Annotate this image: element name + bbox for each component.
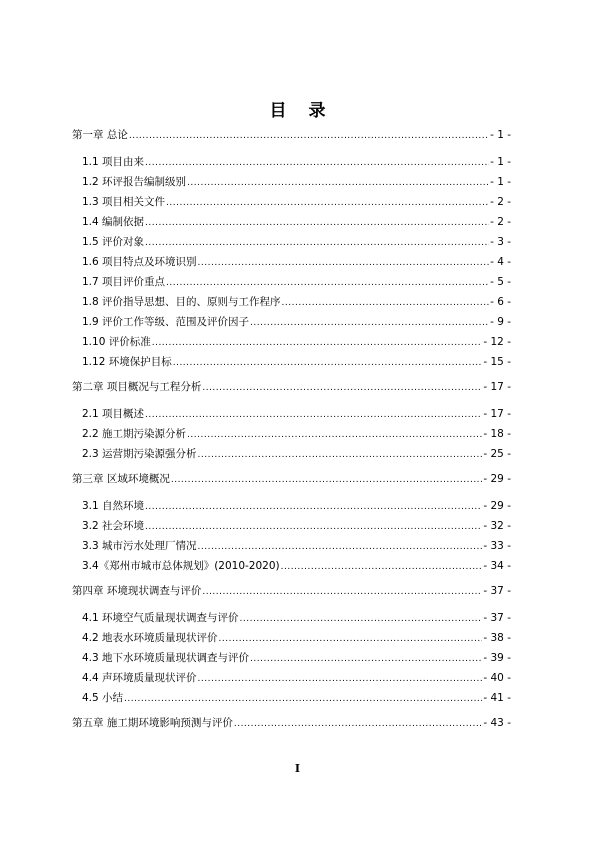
- toc-entry-page: - 37 -: [483, 612, 511, 624]
- toc-entry-label: 1.1 项目由来: [82, 156, 145, 168]
- toc-dot-leader: [145, 156, 489, 170]
- toc-section-entry[interactable]: [82, 631, 511, 646]
- toc-dot-leader: [129, 129, 489, 143]
- toc-entry-label: 1.3 项目相关文件: [82, 196, 166, 208]
- toc-section-entry[interactable]: [82, 195, 511, 210]
- toc-chapter-entry[interactable]: [72, 716, 511, 731]
- toc-chapter-entry[interactable]: [72, 584, 511, 599]
- toc-entry-label: 2.1 项目概述: [82, 408, 145, 420]
- toc-entry-page: - 29 -: [483, 500, 511, 512]
- toc-entry-label: 2.3 运营期污染源强分析: [82, 448, 197, 460]
- toc-entry-page: - 6 -: [490, 296, 511, 308]
- toc-entry-page: - 34 -: [483, 560, 511, 572]
- toc-entry-label: 3.3 城市污水处理厂情况: [82, 540, 197, 552]
- toc-section-entry[interactable]: [82, 499, 511, 514]
- toc-entry-label: 第五章 施工期环境影响预测与评价: [72, 717, 233, 729]
- toc-entry-page: - 1 -: [490, 156, 511, 168]
- toc-entry-page: - 43 -: [483, 717, 511, 729]
- toc-entry-label: 第一章 总论: [72, 129, 128, 141]
- toc-section-entry[interactable]: [82, 539, 511, 554]
- toc-dot-leader: [250, 316, 489, 330]
- toc-dot-leader: [166, 276, 489, 290]
- toc-section-entry[interactable]: [82, 691, 511, 706]
- toc-entry-page: - 3 -: [490, 236, 511, 248]
- toc-dot-leader: [166, 196, 489, 210]
- toc-section-entry[interactable]: [82, 235, 511, 250]
- toc-entry-label: 4.3 地下水环境质量现状调查与评价: [82, 652, 250, 664]
- toc-dot-leader: [202, 585, 482, 599]
- toc-section-entry[interactable]: [82, 519, 511, 534]
- toc-section-entry[interactable]: [82, 175, 511, 190]
- toc-entry-label: 2.2 施工期污染源分析: [82, 428, 187, 440]
- toc-dot-leader: [202, 381, 482, 395]
- toc-entry-label: 1.5 评价对象: [82, 236, 145, 248]
- toc-section-entry[interactable]: [82, 255, 511, 270]
- toc-entry-label: 3.4《郑州市城市总体规划》(2010-2020): [82, 560, 280, 572]
- toc-entry-label: 1.8 评价指导思想、目的、原则与工作程序: [82, 296, 281, 308]
- toc-dot-leader: [145, 520, 482, 534]
- toc-chapter-entry[interactable]: [72, 472, 511, 487]
- toc-entry-label: 1.9 评价工作等级、范围及评价因子: [82, 316, 250, 328]
- toc-section-entry[interactable]: [82, 447, 511, 462]
- toc-entry-page: - 1 -: [490, 176, 511, 188]
- toc-dot-leader: [219, 632, 483, 646]
- toc-entry-page: - 25 -: [483, 448, 511, 460]
- toc-dot-leader: [198, 540, 483, 554]
- toc-entry-label: 1.7 项目评价重点: [82, 276, 166, 288]
- toc-section-entry[interactable]: [82, 295, 511, 310]
- toc-entry-page: - 29 -: [483, 473, 511, 485]
- toc-entry-label: 1.10 评价标准: [82, 336, 151, 348]
- toc-dot-leader: [145, 236, 489, 250]
- toc-section-entry[interactable]: [82, 275, 511, 290]
- page-title: [0, 96, 595, 121]
- toc-entry-page: - 17 -: [483, 381, 511, 393]
- toc-dot-leader: [145, 408, 482, 422]
- toc-entry-page: - 5 -: [490, 276, 511, 288]
- toc-entry-page: - 2 -: [490, 196, 511, 208]
- toc-entry-page: - 2 -: [490, 216, 511, 228]
- toc-entry-page: - 33 -: [483, 540, 511, 552]
- toc-entry-page: - 32 -: [483, 520, 511, 532]
- toc-entry-page: - 9 -: [490, 316, 511, 328]
- toc-entry-label: 4.2 地表水环境质量现状评价: [82, 632, 218, 644]
- title-char-2: 录: [308, 101, 326, 121]
- toc-section-entry[interactable]: [82, 611, 511, 626]
- toc-section-entry[interactable]: [82, 407, 511, 422]
- toc-entry-label: 4.1 环境空气质量现状调查与评价: [82, 612, 239, 624]
- toc-dot-leader: [145, 500, 482, 514]
- page-number: I: [294, 762, 301, 775]
- toc-entry-label: 第四章 环境现状调查与评价: [72, 585, 202, 597]
- toc-chapter-entry[interactable]: [72, 128, 511, 143]
- toc-entry-label: 第三章 区域环境概况: [72, 473, 170, 485]
- toc-dot-leader: [173, 356, 483, 370]
- toc-entry-page: - 1 -: [490, 129, 511, 141]
- toc-dot-leader: [171, 473, 483, 487]
- toc-entry-label: 第二章 项目概况与工程分析: [72, 381, 202, 393]
- toc-entry-page: - 40 -: [483, 672, 511, 684]
- toc-section-entry[interactable]: [82, 155, 511, 170]
- toc-entry-label: 1.12 环境保护目标: [82, 356, 172, 368]
- toc-dot-leader: [187, 176, 489, 190]
- toc-dot-leader: [240, 612, 483, 626]
- toc-dot-leader: [187, 428, 482, 442]
- toc-section-entry[interactable]: [82, 671, 511, 686]
- toc-dot-leader: [234, 717, 483, 731]
- toc-entry-label: 1.4 编制依据: [82, 216, 145, 228]
- toc-dot-leader: [145, 216, 489, 230]
- toc-entry-label: 1.6 项目特点及环境识别: [82, 256, 197, 268]
- toc-section-entry[interactable]: [82, 355, 511, 370]
- toc-section-entry[interactable]: [82, 427, 511, 442]
- toc-entry-label: 4.4 声环境质量现状评价: [82, 672, 197, 684]
- toc-section-entry[interactable]: [82, 559, 511, 574]
- toc-dot-leader: [198, 448, 483, 462]
- toc-dot-leader: [124, 692, 482, 706]
- toc-section-entry[interactable]: [82, 315, 511, 330]
- toc-entry-page: - 15 -: [483, 356, 511, 368]
- toc-dot-leader: [281, 560, 483, 574]
- toc-section-entry[interactable]: [82, 335, 511, 350]
- toc-entry-label: 3.2 社会环境: [82, 520, 145, 532]
- toc-entry-page: - 12 -: [483, 336, 511, 348]
- toc-dot-leader: [250, 652, 482, 666]
- toc-entry-page: - 39 -: [483, 652, 511, 664]
- toc-dot-leader: [198, 672, 483, 686]
- toc-entry-page: - 17 -: [483, 408, 511, 420]
- toc-entry-label: 1.2 环评报告编制级别: [82, 176, 187, 188]
- toc-entry-label: 3.1 自然环境: [82, 500, 145, 512]
- toc-dot-leader: [152, 336, 483, 350]
- toc-entry-page: - 37 -: [483, 585, 511, 597]
- toc-entry-page: - 18 -: [483, 428, 511, 440]
- toc-dot-leader: [198, 256, 490, 270]
- toc-entry-label: 4.5 小结: [82, 692, 124, 704]
- toc-entry-page: - 4 -: [490, 256, 511, 268]
- toc-chapter-entry[interactable]: [72, 380, 511, 395]
- toc-section-entry[interactable]: [82, 651, 511, 666]
- title-char-1: 目: [269, 101, 287, 121]
- toc-dot-leader: [282, 296, 490, 310]
- toc-entry-page: - 41 -: [483, 692, 511, 704]
- toc-entry-page: - 38 -: [483, 632, 511, 644]
- toc-section-entry[interactable]: [82, 215, 511, 230]
